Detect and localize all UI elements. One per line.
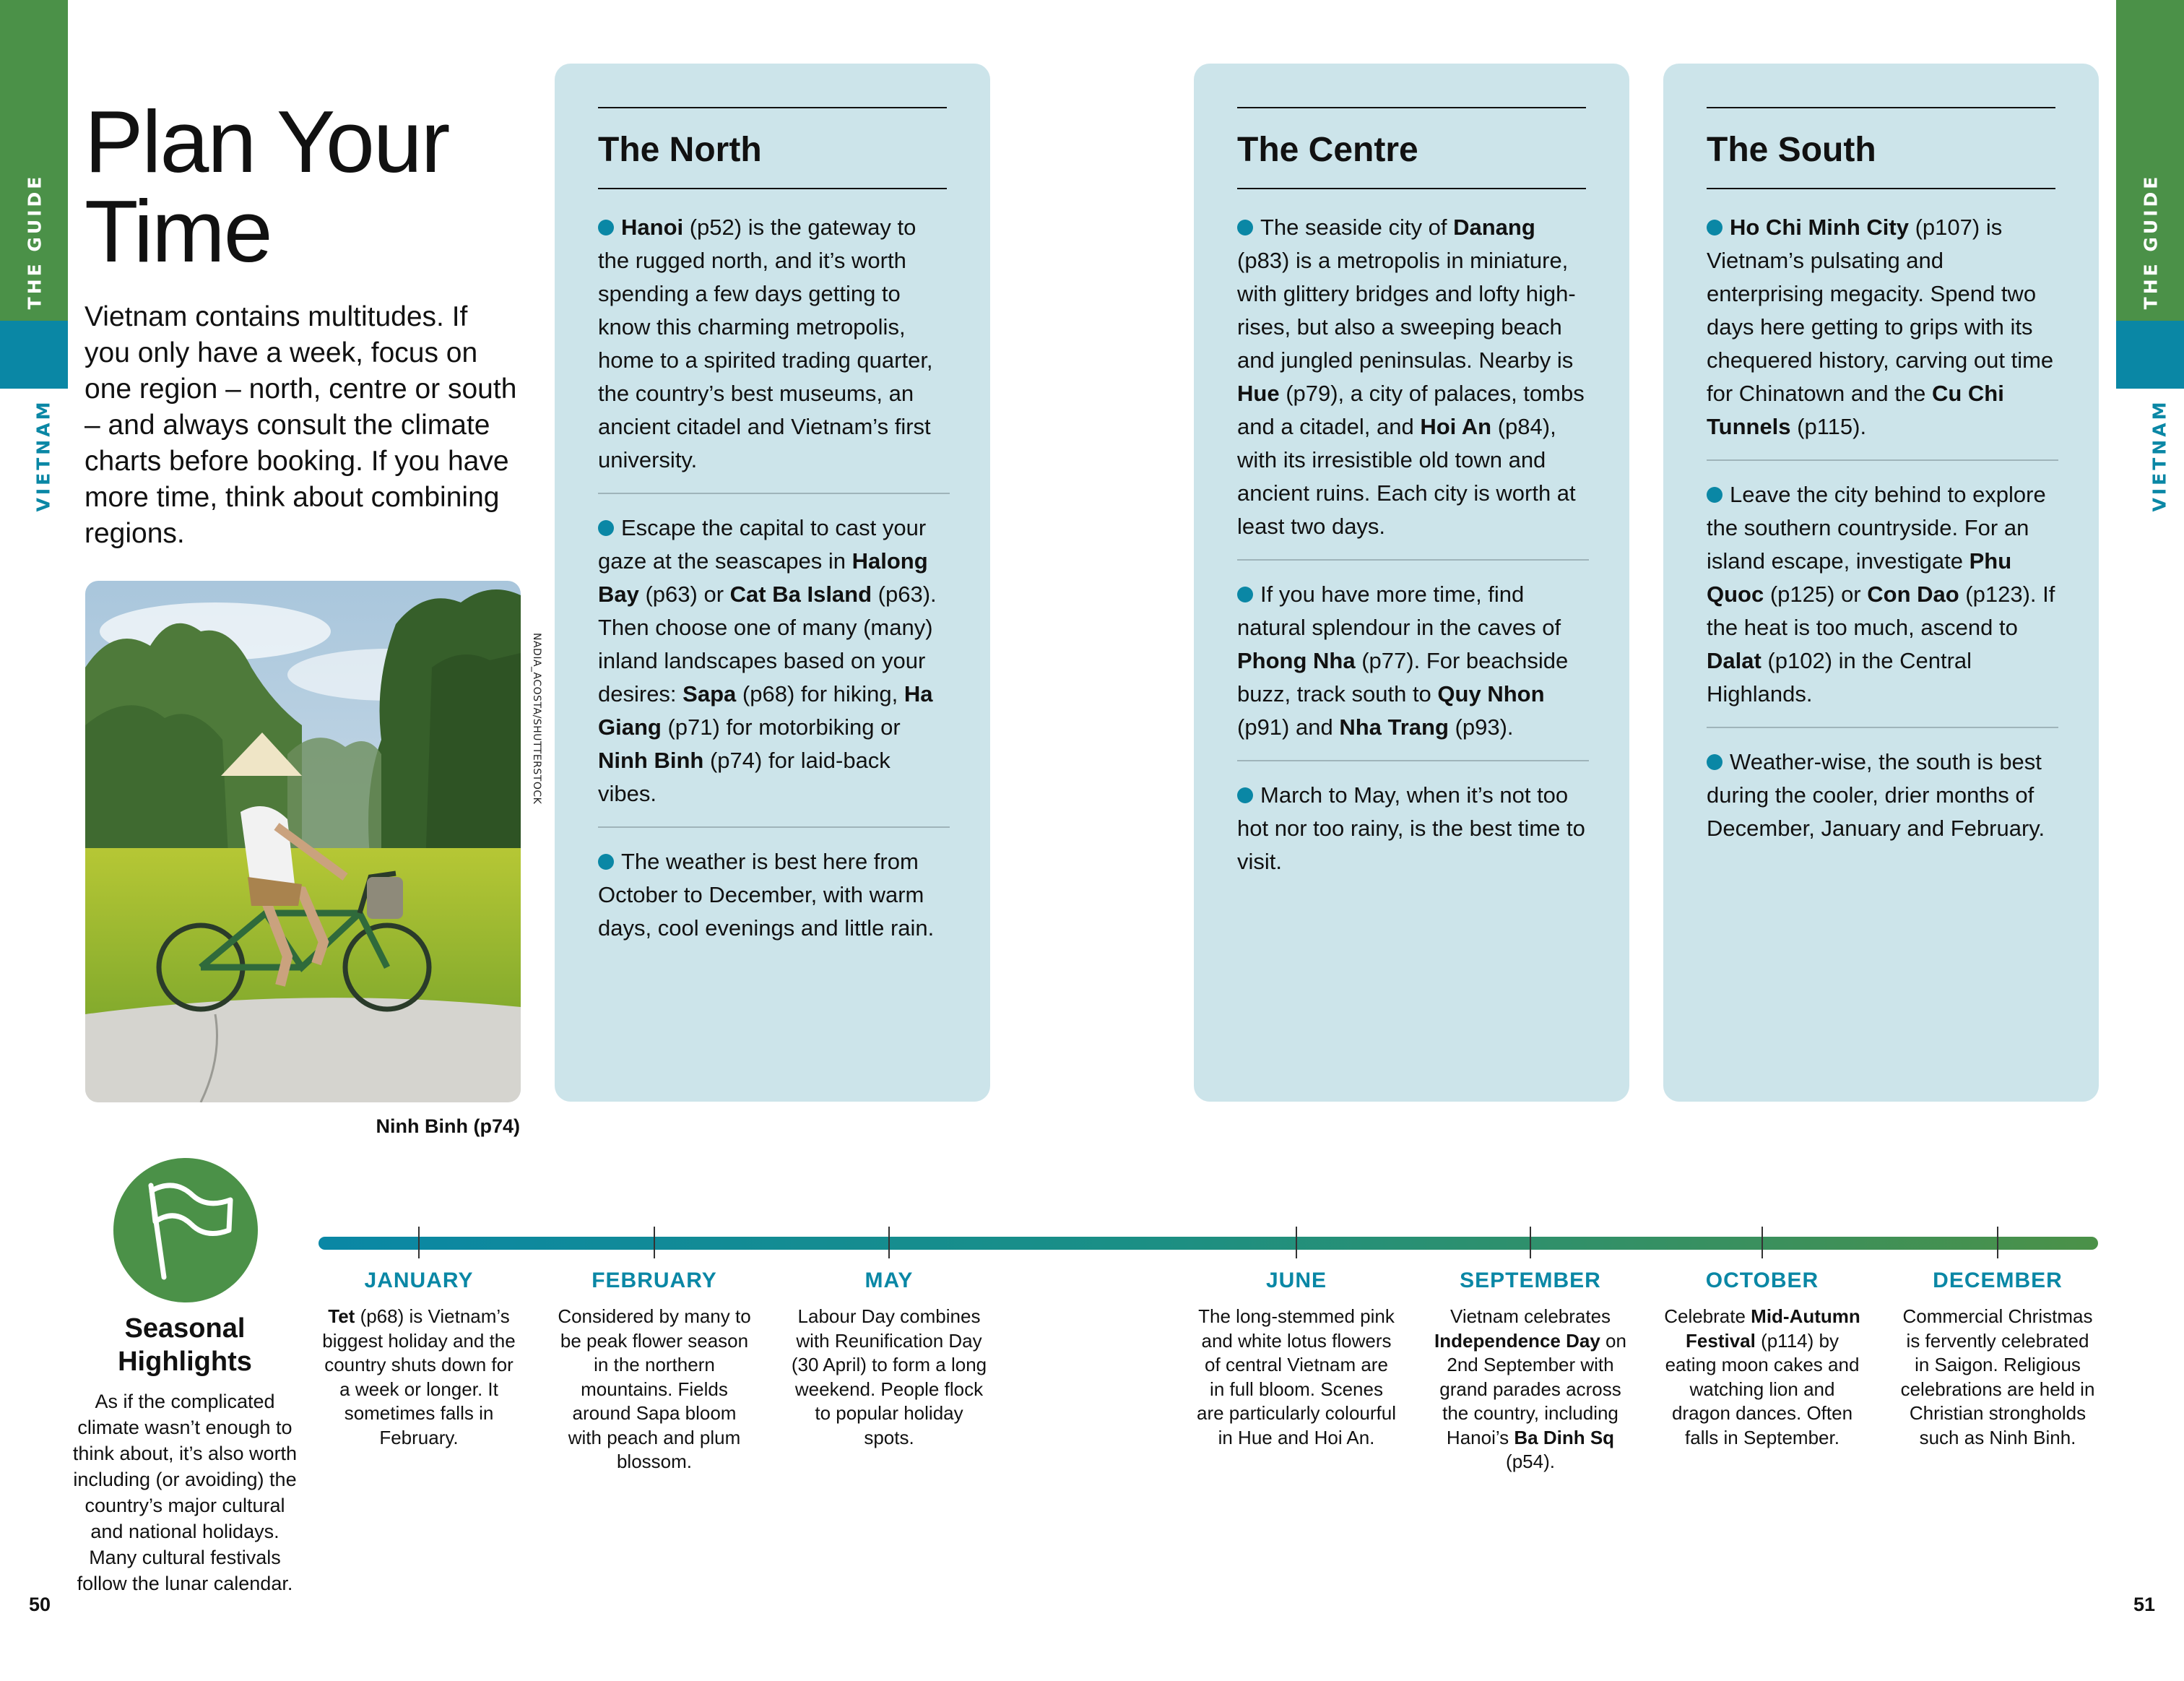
flag-icon-graphic: [113, 1158, 258, 1302]
month-label: JUNE: [1265, 1269, 1327, 1292]
timeline-tick: [888, 1227, 890, 1258]
timeline-tick: [1530, 1227, 1531, 1258]
paragraph-divider: [1237, 559, 1589, 561]
seasonal-title: Seasonal Highlights: [118, 1313, 252, 1377]
region-panel-north: [555, 64, 990, 1102]
region-paragraph: Ho Chi Minh City (p107) is Vietnam’s pulsating and enterprising megacity. Spend two days here getting to grips with its chequered history, carving out time for Chinatown and the Cu Chi Tunnels (p115).: [1707, 215, 2054, 439]
timeline-tick: [654, 1227, 655, 1258]
month-description: The long-stemmed pink and white lotus flowers of central Vietnam are in full bloom. Scenes are particularly colourful in Hue and Hoi An.: [1196, 1305, 1396, 1448]
month-description: Considered by many to be peak flower season in the northern mountains. Fields around Sapa bloom with peach and plum blossom.: [558, 1305, 751, 1472]
paragraph-divider: [598, 826, 950, 828]
bullet-dot-icon: [1237, 787, 1253, 803]
region-panel-centre: [1194, 64, 1629, 1102]
region-paragraph: If you have more time, find natural splendour in the caves of Phong Nha (p77). For beachside buzz, track south to Quy Nhon (p91) and Nha Trang (p93).: [1237, 582, 1569, 740]
country-label-left: VIETNAM: [32, 399, 54, 512]
photo-credit-text: NADIA_ACOSTA/SHUTTERSTOCK: [531, 633, 542, 805]
section-tab-label: THE GUIDE: [2140, 173, 2162, 310]
page-number-left: 50: [29, 1594, 51, 1615]
timeline-tick: [418, 1227, 420, 1258]
region-panel-south: [1663, 64, 2099, 1102]
bullet-dot-icon: [1237, 587, 1253, 602]
month-label: DECEMBER: [1933, 1269, 2063, 1292]
bullet-dot-icon: [1237, 220, 1253, 235]
bullet-dot-icon: [598, 520, 614, 536]
region-paragraph: The weather is best here from October to December, with warm days, cool evenings and little rain.: [598, 849, 935, 941]
region-title: The North: [598, 131, 762, 169]
page-title-line1: Plan Your: [84, 92, 449, 191]
region-title: The South: [1707, 131, 1876, 169]
section-tab-guide-left: [0, 0, 68, 321]
section-tab-label: THE GUIDE: [24, 173, 46, 310]
month-label: JANUARY: [364, 1269, 474, 1292]
paragraph-divider: [598, 493, 950, 494]
region-body: [1707, 211, 2058, 845]
bullet-dot-icon: [1707, 487, 1722, 503]
month-description: Vietnam celebrates Independence Day on 2nd September with grand parades across the country, including Hanoi’s Ba Dinh Sq (p54).: [1434, 1305, 1626, 1472]
ninh-binh-photo: [85, 581, 521, 1102]
region-paragraph: Hanoi (p52) is the gateway to the rugged north, and it’s worth spending a few days getting to know this charming metropolis, home to a spirited trading quarter, the country’s best museums, an ancient citadel and Vietnam’s first university.: [598, 215, 933, 472]
bullet-dot-icon: [598, 854, 614, 870]
page-number-right: 51: [2133, 1594, 2156, 1615]
cyclist-landscape-image: [85, 581, 521, 1102]
bullet-dot-icon: [1707, 220, 1722, 235]
paragraph-divider: [1707, 459, 2058, 461]
region-paragraph: Leave the city behind to explore the southern countryside. For an island escape, investigate Phu Quoc (p125) or Con Dao (p123). If the heat is too much, ascend to Dalat (p102) in the Central Highlands.: [1707, 482, 2055, 706]
month-description: Celebrate Mid-Autumn Festival (p114) by eating moon cakes and watching lion and dragon dances. Often falls in September.: [1664, 1305, 1860, 1448]
region-title: The Centre: [1237, 131, 1418, 169]
photo-caption: Ninh Binh (p74): [376, 1115, 520, 1137]
bullet-dot-icon: [598, 220, 614, 235]
photo-credit: [528, 633, 545, 824]
timeline-tick: [1762, 1227, 1763, 1258]
intro-text: Vietnam contains multitudes. If you only have a week, focus on one region – north, centre or south – and always consult the climate charts before booking. If you have more time, think about combining regions.: [84, 301, 517, 549]
timeline-tick: [1997, 1227, 1998, 1258]
region-body: [598, 211, 950, 945]
page-title: [84, 92, 532, 280]
region-paragraph: March to May, when it’s not too hot nor too rainy, is the best time to visit.: [1237, 782, 1585, 874]
month-description: Tet (p68) is Vietnam’s biggest holiday and the country shuts down for a week or longer. It sometimes falls in February.: [322, 1305, 516, 1448]
flag-icon: [113, 1158, 258, 1302]
section-tab-guide-right: [2116, 0, 2184, 321]
page-title-line2: Time: [84, 182, 272, 280]
timeline-bar: [318, 1237, 2098, 1250]
region-paragraph: Weather-wise, the south is best during the cooler, drier months of December, January and February.: [1707, 749, 2045, 841]
month-label: FEBRUARY: [592, 1269, 717, 1292]
month-description: Commercial Christmas is fervently celebrated in Saigon. Religious celebrations are held in Christian strongholds such as Ninh Binh.: [1900, 1305, 2095, 1448]
paragraph-divider: [1237, 760, 1589, 761]
bullet-dot-icon: [1707, 754, 1722, 770]
month-label: OCTOBER: [1705, 1269, 1819, 1292]
region-paragraph: The seaside city of Danang (p83) is a metropolis in miniature, with glittery bridges and lofty high-rises, but also a sweeping beach and jungled peninsulas. Nearby is Hue (p79), a city of palaces, tombs and a citadel, and Hoi An (p84), with its irresistible old town and ancient ruins. Each city is worth at least two days.: [1237, 215, 1585, 539]
paragraph-divider: [1707, 727, 2058, 728]
month-label: MAY: [864, 1269, 914, 1292]
region-paragraph: Escape the capital to cast your gaze at the seascapes in Halong Bay (p63) or Cat Ba Island (p63). Then choose one of many (many) inland landscapes based on your desires: Sapa (p68) for hiking, Ha Giang (p71) for motorbiking or Ninh Binh (p74) for laid-back vibes.: [598, 515, 937, 806]
seasonal-text: As if the complicated climate wasn’t enough to think about, it’s also worth including (or avoiding) the country’s major cultural and national holidays. Many cultural festivals follow the lunar calendar.: [72, 1391, 298, 1594]
month-label: SEPTEMBER: [1460, 1269, 1601, 1292]
country-label-right: VIETNAM: [2149, 399, 2170, 512]
month-description: Labour Day combines with Reunification Day (30 April) to form a long weekend. People flock to popular holiday spots.: [791, 1305, 987, 1448]
region-body: [1237, 211, 1589, 878]
timeline-tick: [1296, 1227, 1297, 1258]
